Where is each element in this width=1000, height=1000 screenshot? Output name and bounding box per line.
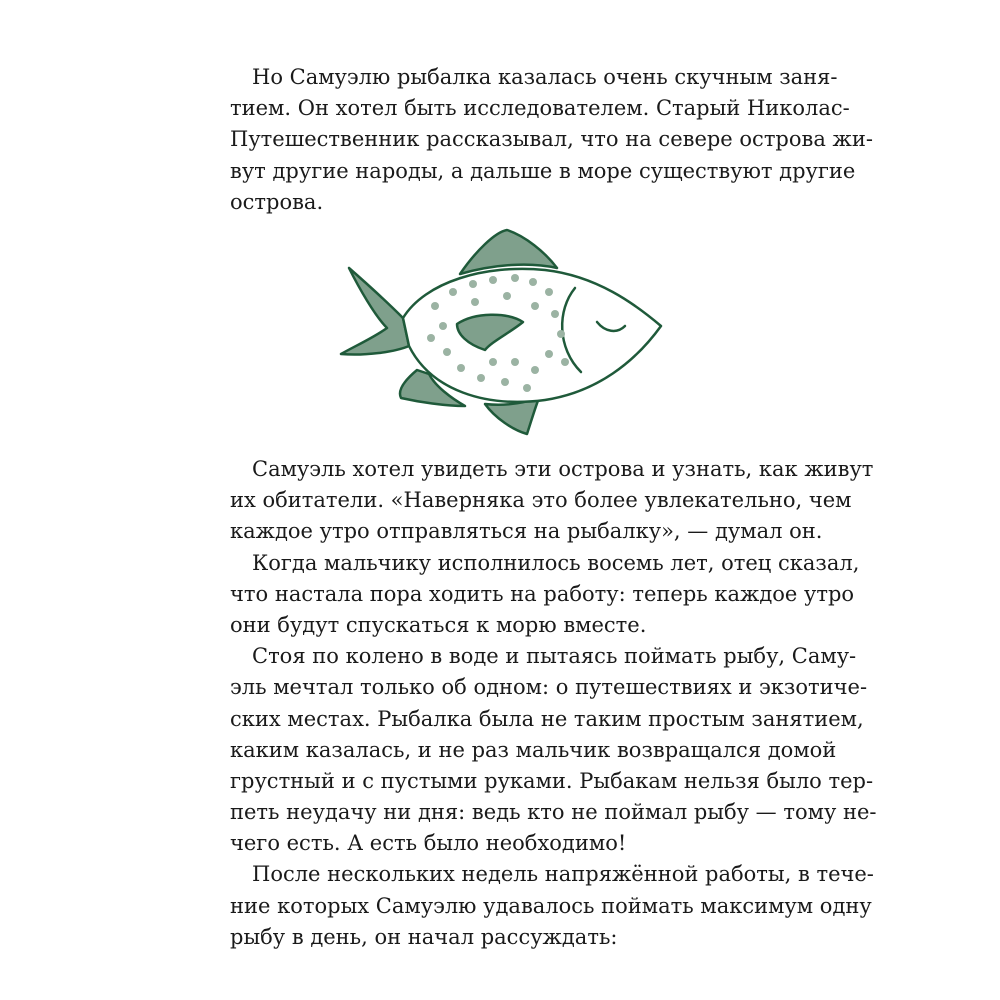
text-line: их обитатели. «Наверняка это более увлекательно, чем xyxy=(230,488,852,513)
fish-spot xyxy=(427,334,435,342)
text-line: Но Самуэлю рыбалка казалась очень скучным заня- xyxy=(252,65,838,89)
text-line: грустный и с пустыми руками. Рыбакам нельзя было тер- xyxy=(230,768,874,793)
text-line: они будут спускаться к морю вместе. xyxy=(230,612,647,637)
fish-spot xyxy=(531,302,539,310)
fish-spot xyxy=(511,358,519,366)
fish-body xyxy=(403,269,661,402)
text-line: острова. xyxy=(230,189,324,214)
text-line: ских местах. Рыбалка была не таким простым занятием, xyxy=(230,706,864,731)
fish-illustration-icon xyxy=(335,222,670,440)
text-block-bottom xyxy=(230,454,877,953)
text-line: эль мечтал только об одном: о путешествиях и экзотиче- xyxy=(230,675,868,700)
paragraph xyxy=(230,859,874,953)
text-line: Путешественник рассказывал, что на севере острова жи- xyxy=(230,127,873,152)
fish-spot xyxy=(523,384,531,392)
paragraph xyxy=(230,548,860,642)
fish-spot xyxy=(545,350,553,358)
paragraph xyxy=(230,454,874,548)
text-line: что настала пора ходить на работу: теперь каждое утро xyxy=(230,581,855,606)
fish-spot xyxy=(469,280,477,288)
text-line: После нескольких недель напряжённой работы, в тече- xyxy=(252,862,874,887)
text-line: каким казалась, и не раз мальчик возвращался домой xyxy=(230,737,837,762)
fish-spot xyxy=(431,302,439,310)
fish-spot xyxy=(449,288,457,296)
text-line: петь неудачу ни дня: ведь кто не поймал рыбу — тому не- xyxy=(230,800,877,825)
fish-spot xyxy=(477,374,485,382)
fish-spot xyxy=(551,310,559,318)
fish-spot xyxy=(501,378,509,386)
fish-spot xyxy=(561,358,569,366)
fish-spot xyxy=(531,366,539,374)
text-line: чего есть. А есть было необходимо! xyxy=(230,831,627,856)
fish-spot xyxy=(511,274,519,282)
fish-spot xyxy=(489,358,497,366)
fish-tail xyxy=(341,268,409,355)
fish-spot xyxy=(529,278,537,286)
text-line: вут другие народы, а дальше в море существуют другие xyxy=(230,158,856,183)
text-line: Когда мальчику исполнилось восемь лет, отец сказал, xyxy=(252,550,860,575)
fish-spot xyxy=(545,288,553,296)
fish-dorsal-fin xyxy=(460,230,557,274)
fish-spot xyxy=(457,364,465,372)
fish-spot xyxy=(439,322,447,330)
text-line: рыбу в день, он начал рассуждать: xyxy=(230,924,618,949)
text-line: Самуэль хотел увидеть эти острова и узнать, как живут xyxy=(252,457,874,481)
paragraph xyxy=(230,641,877,859)
text-block-top xyxy=(230,62,873,218)
text-line: ние которых Самуэлю удавалось поймать максимум одну xyxy=(230,893,872,918)
fish-spot xyxy=(489,276,497,284)
text-line: Стоя по колено в воде и пытаясь поймать рыбу, Саму- xyxy=(252,644,857,669)
text-line: каждое утро отправляться на рыбалку», — думал он. xyxy=(230,519,823,544)
fish-spot xyxy=(471,298,479,306)
text-line: тием. Он хотел быть исследователем. Старый Николас- xyxy=(230,96,850,121)
paragraph xyxy=(230,62,873,218)
fish-spot xyxy=(557,330,565,338)
fish-spot xyxy=(443,348,451,356)
fish-spot xyxy=(503,292,511,300)
fish-anal-fin xyxy=(485,398,539,434)
